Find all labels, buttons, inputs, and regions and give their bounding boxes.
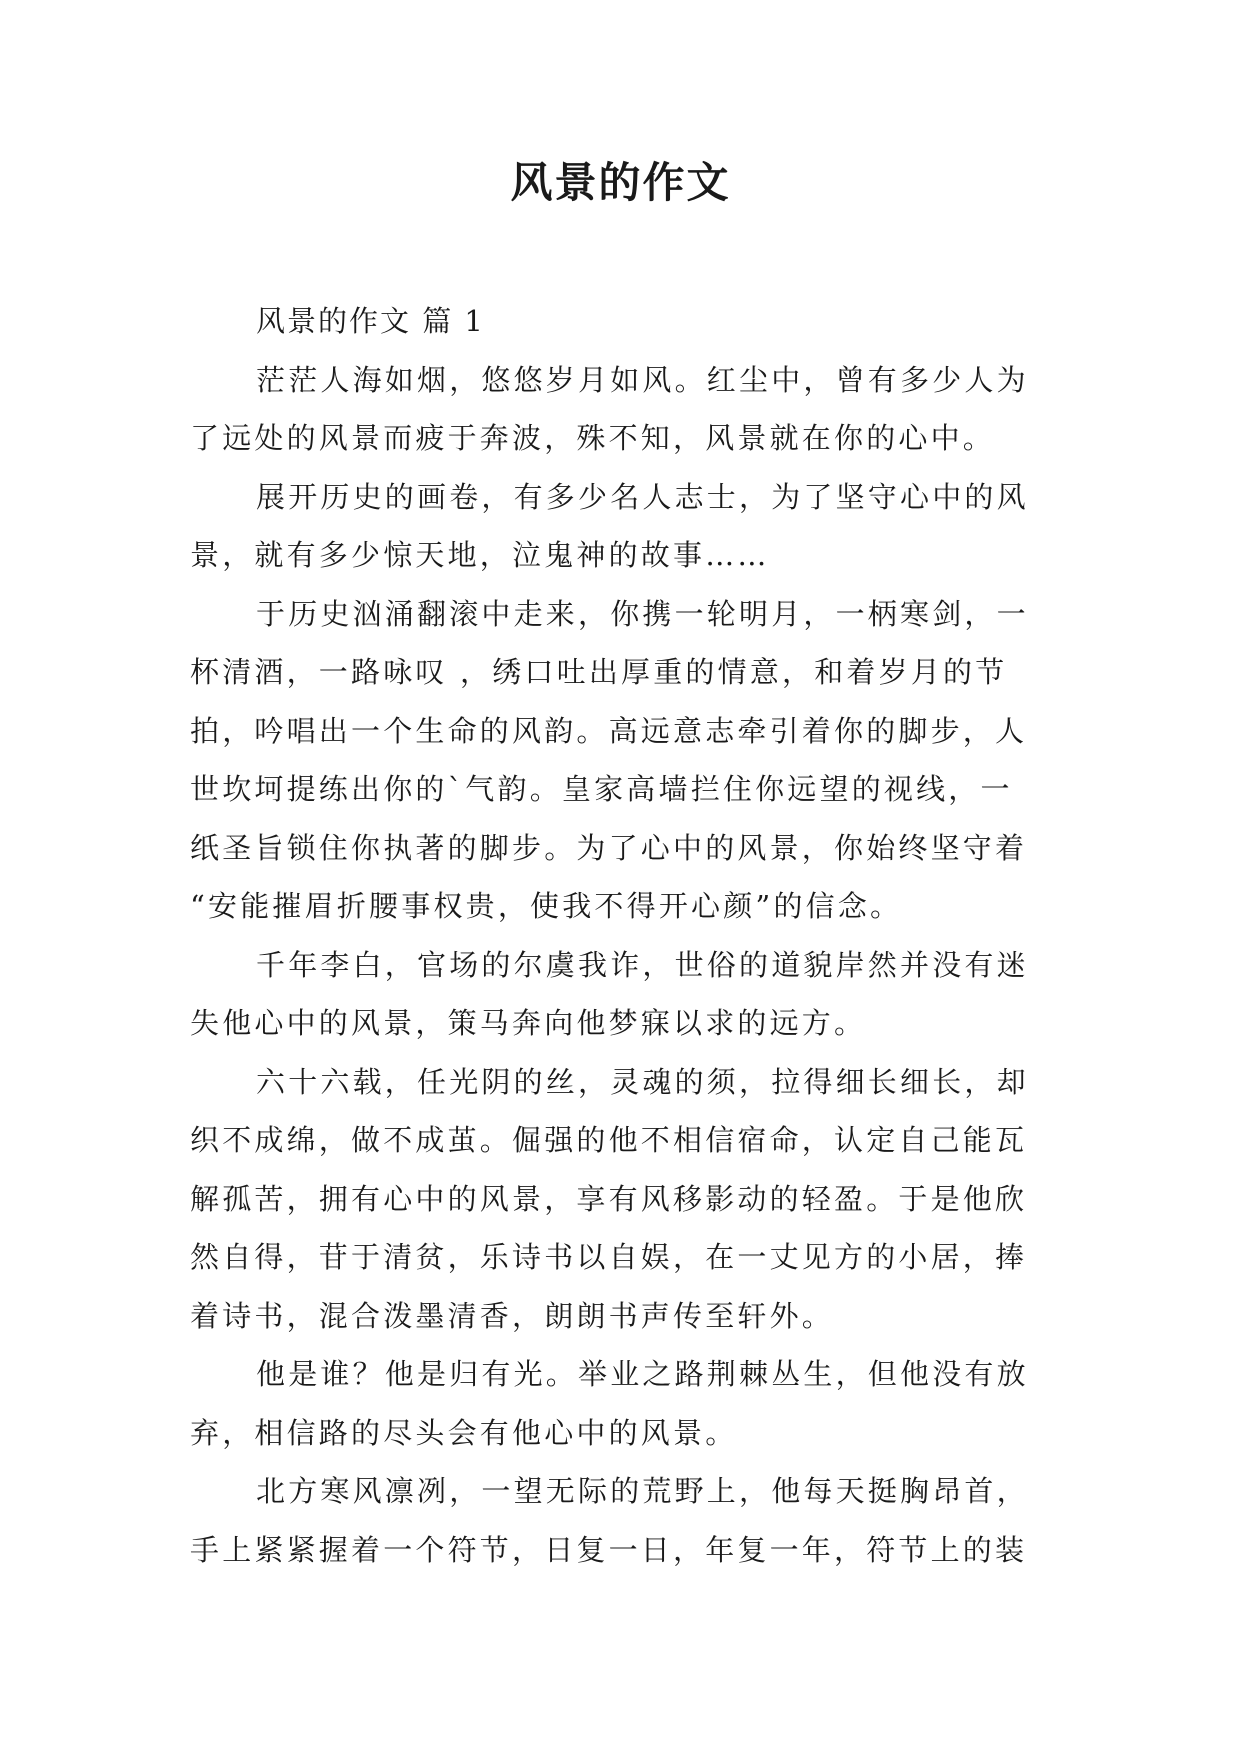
document-body <box>190 292 1050 1579</box>
text-line: “安能摧眉折腰事权贵，使我不得开心颜”的信念。 <box>190 889 903 923</box>
text-line: 北方寒风凛冽，一望无际的荒野上，他每天挺胸昂首， <box>256 1474 1029 1508</box>
text-line: 景，就有多少惊天地，泣鬼神的故事…… <box>190 538 770 572</box>
section-heading: 风景的作文 篇 1 <box>256 304 485 338</box>
text-line: 茫茫人海如烟，悠悠岁月如风。红尘中，曾有多少人为 <box>256 362 1029 397</box>
text-line: 拍，吟唱出一个生命的风韵。高远意志牵引着你的脚步，人 <box>190 713 1028 748</box>
text-line: 失他心中的风景，策马奔向他梦寐以求的远方。 <box>190 1006 867 1040</box>
text-line: 他是谁？他是归有光。举业之路荆棘丛生，但他没有放 <box>256 1357 1029 1391</box>
text-line: 着诗书，混合泼墨清香，朗朗书声传至轩外。 <box>190 1298 835 1333</box>
text-line: 手上紧紧握着一个符节，日复一日，年复一年，符节上的装 <box>190 1532 1028 1567</box>
document-title: 风景的作文 <box>510 158 731 207</box>
text-line: 于历史汹涌翻滚中走来，你携一轮明月，一柄寒剑，一 <box>256 596 1029 631</box>
text-line: 六十六载，任光阴的丝，灵魂的须，拉得细长细长，却 <box>256 1064 1029 1099</box>
text-line: 纸圣旨锁住你执著的脚步。为了心中的风景，你始终坚守着 <box>190 830 1028 865</box>
text-line: 展开历史的画卷，有多少名人志士，为了坚守心中的风 <box>256 479 1029 514</box>
text-line: 杯清酒，一路咏叹 ，绣口吐出厚重的情意，和着岁月的节 <box>190 655 1008 689</box>
text-line: 千年李白，官场的尔虞我诈，世俗的道貌岸然并没有迷 <box>256 947 1029 982</box>
text-line: 世坎坷提练出你的`气韵。皇家高墙拦住你远望的视线，一 <box>190 772 1013 806</box>
text-line: 织不成绵，做不成茧。倔强的他不相信宿命，认定自己能瓦 <box>190 1123 1028 1157</box>
text-line: 了远处的风景而疲于奔波，殊不知，风景就在你的心中。 <box>190 421 996 455</box>
text-line: 然自得，苷于清贫，乐诗书以自娱，在一丈见方的小居，捧 <box>190 1240 1028 1274</box>
text-line: 解孤苦，拥有心中的风景，享有风移影动的轻盈。于是他欣 <box>190 1181 1028 1216</box>
text-line: 弃，相信路的尽头会有他心中的风景。 <box>190 1415 738 1450</box>
